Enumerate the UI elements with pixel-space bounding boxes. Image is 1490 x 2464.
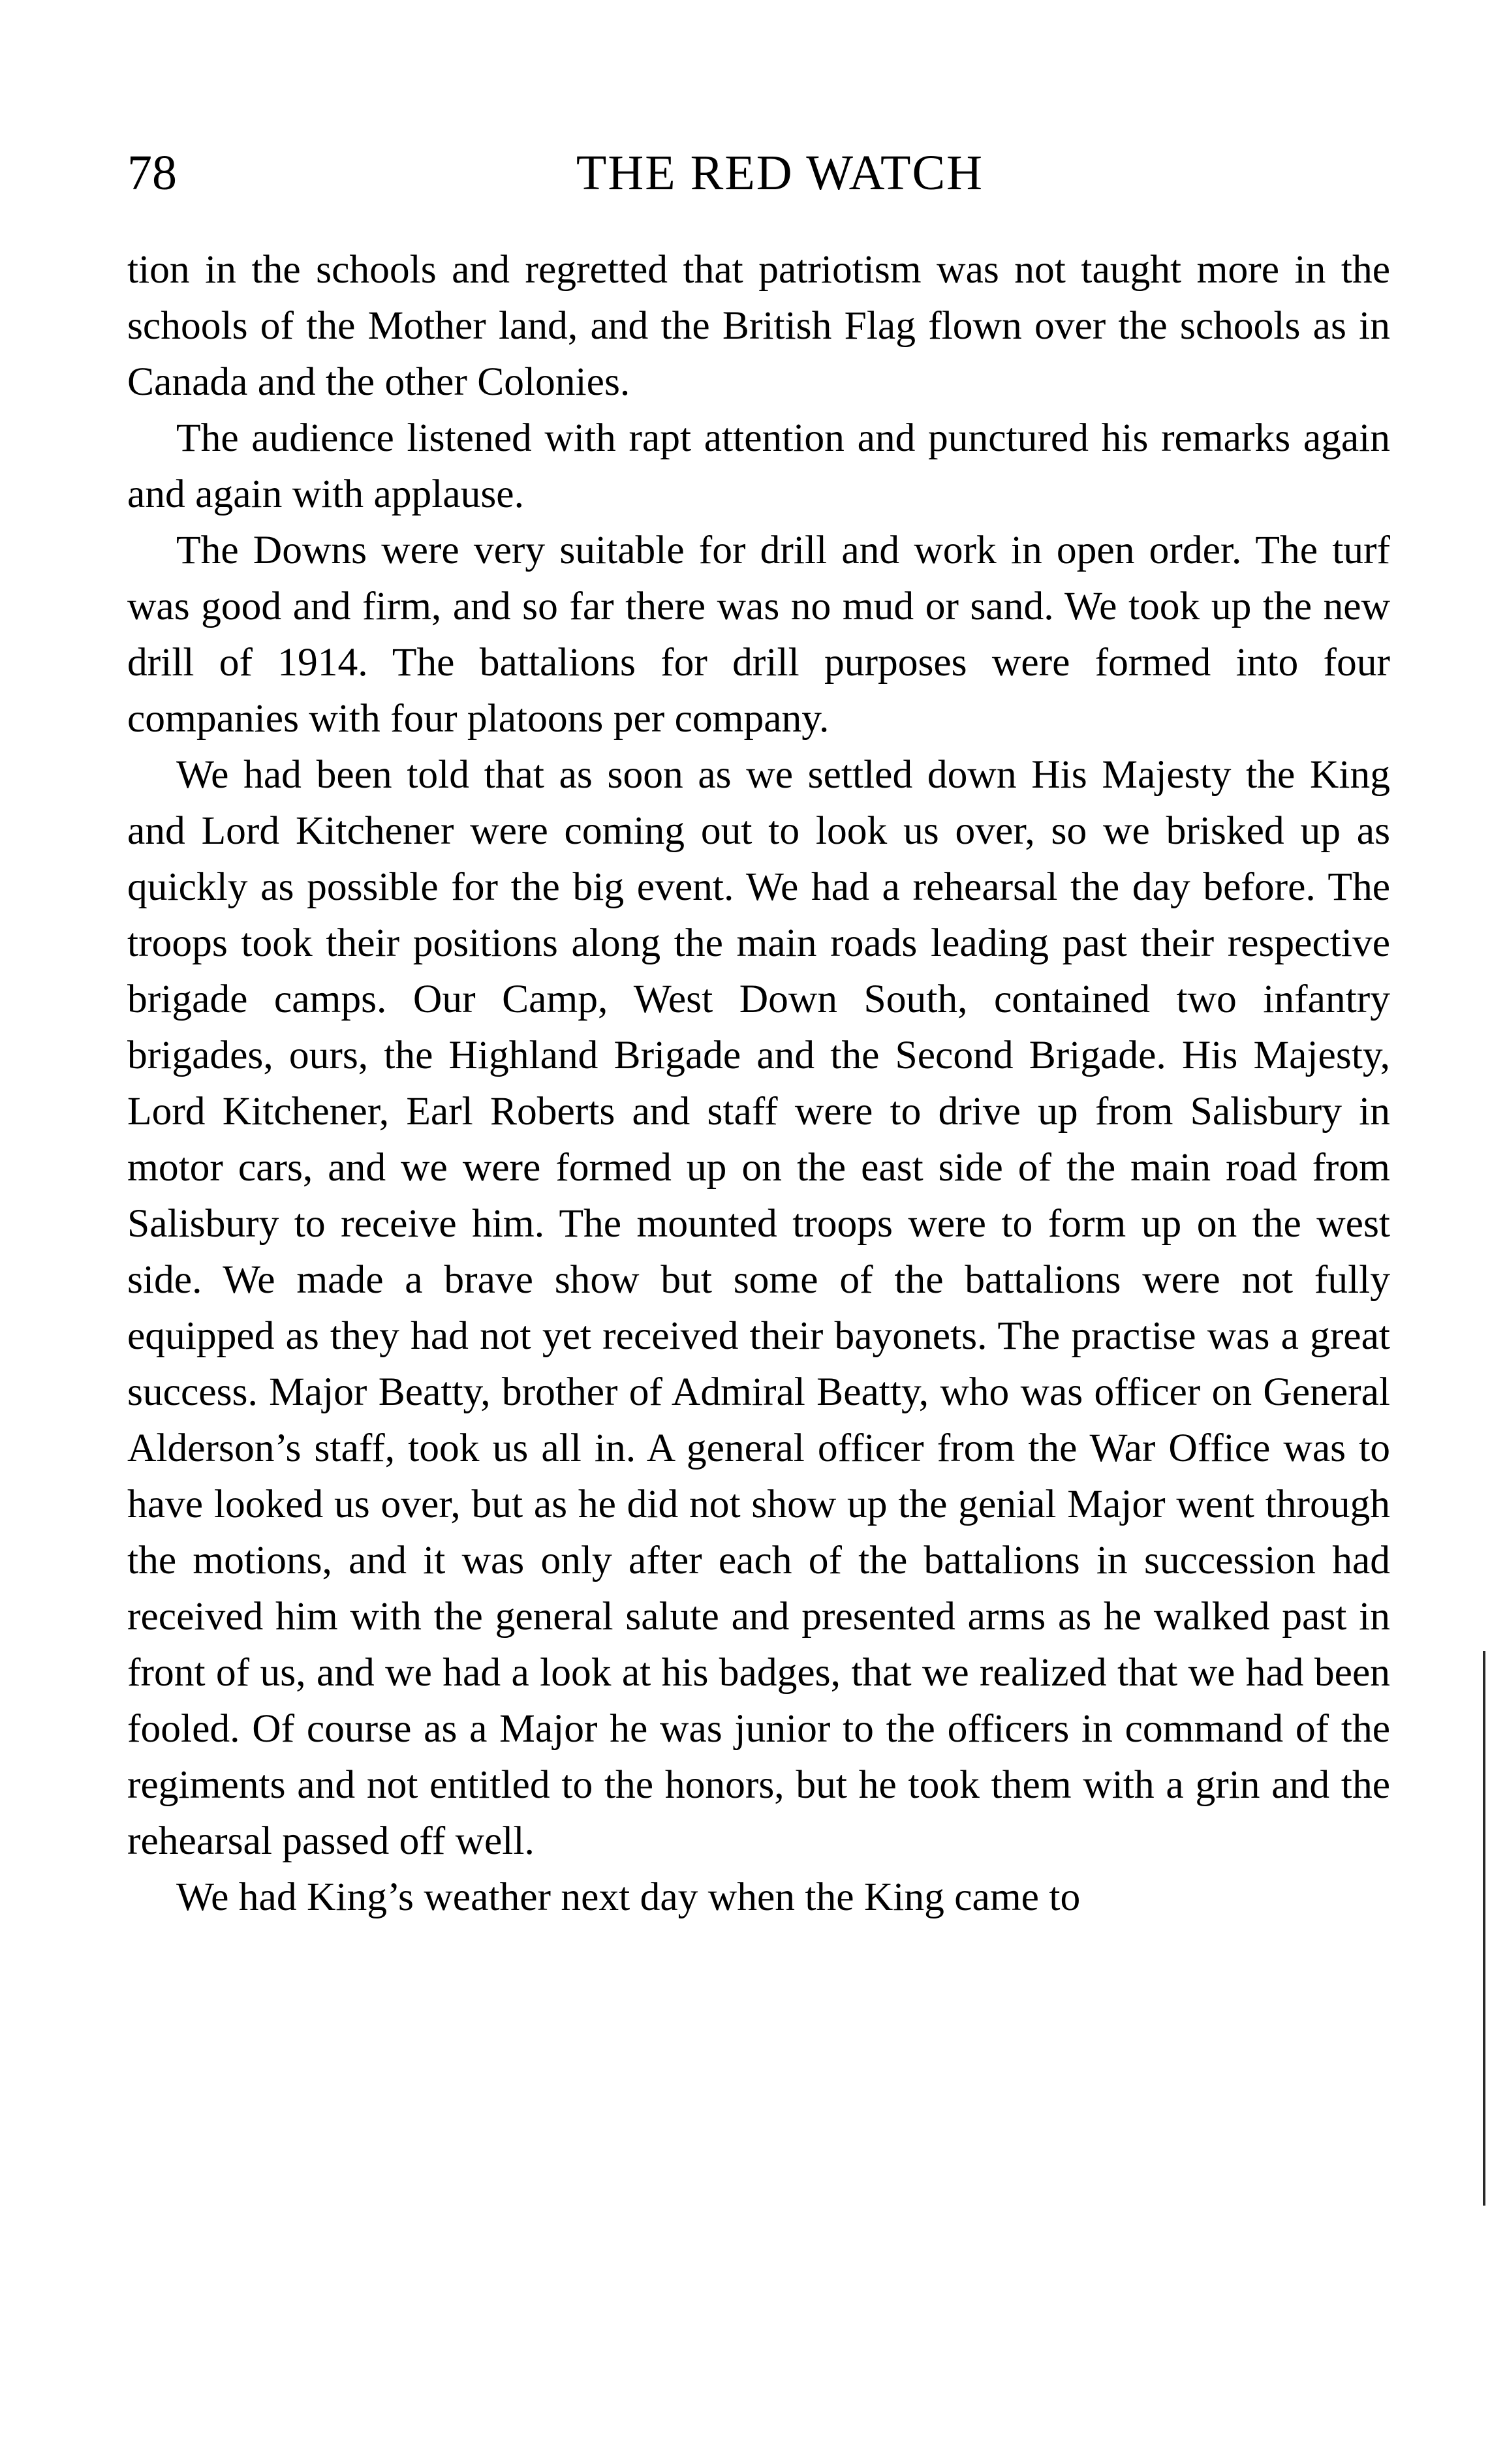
scan-edge-line	[1483, 1651, 1485, 2206]
page-number: 78	[127, 146, 177, 200]
body-text	[127, 241, 1390, 1925]
paragraph-2: The audience listened with rapt attention and punctured his remarks again and again with applause.	[127, 416, 1390, 516]
paragraph-1: tion in the schools and regretted that patriotism was not taught more in the schools of the Mother land, and the British Flag flown over the schools as in Canada and the other Colonies.	[127, 247, 1390, 404]
running-head	[127, 140, 1393, 206]
paragraph-3: The Downs were very suitable for drill and work in open order. The turf was good and firm, and so far there was no mud or sand. We took up the new drill of 1914. The battalions for drill purposes were formed into four companies with four platoons per company.	[127, 528, 1390, 741]
running-title: THE RED WATCH	[576, 146, 984, 200]
paragraph-4: We had been told that as soon as we settled down His Majesty the King and Lord Kitchener were coming out to look us over, so we brisked up as quickly as possible for the big event. We had a rehearsal the day before. The troops took their positions along the main roads leading past their respective brigade camps. Our Camp, West Down South, contained two infantry brigades, ours, the Highland Brigade and the Second Brigade. His Majesty, Lord Kitchener, Earl Roberts and staff were to drive up from Salisbury in motor cars, and we were formed up on the east side of the main road from Salisbury to receive him. The mounted troops were to form up on the west side. We made a brave show but some of the battalions were not fully equipped as they had not yet received their bayonets. The practise was a great success. Major Beatty, brother of Admiral Beatty, who was officer on General Alderson’s staff, took us all in. A general officer from the War Office was to have looked us over, but as he did not show up the genial Major went through the motions, and it was only after each of the battalions in succession had received him with the general salute and presented arms as he walked past in front of us, and we had a look at his badges, that we realized that we had been fooled. Of course as a Major he was junior to the officers in command of the regiments and not entitled to the honors, but he took them with a grin and the rehearsal passed off well.	[127, 752, 1390, 1863]
paragraph-5: We had King’s weather next day when the King came to	[176, 1875, 1081, 1919]
